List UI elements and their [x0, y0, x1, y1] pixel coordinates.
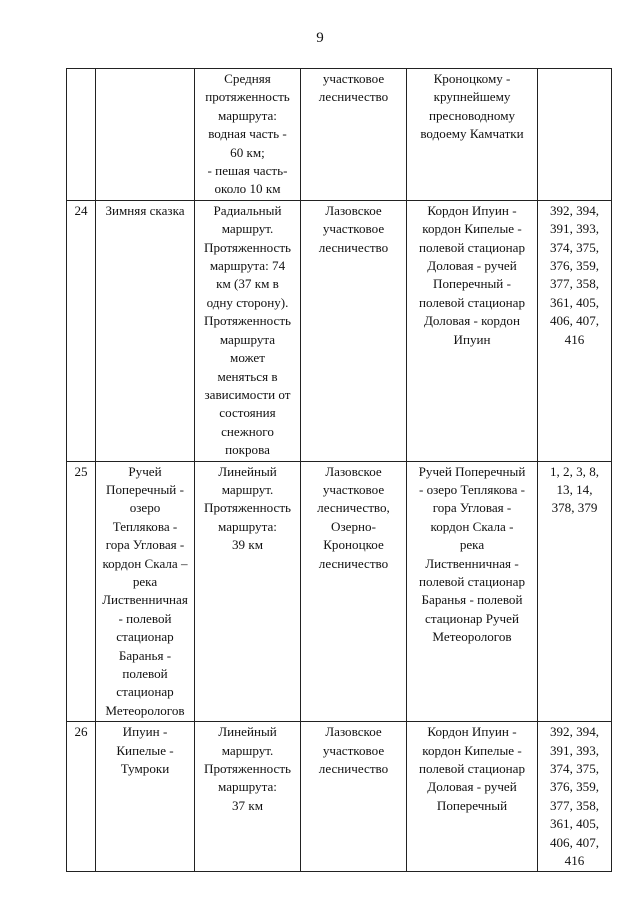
cell-line: лесничество — [318, 239, 389, 255]
cell-line: Протяженность — [203, 761, 292, 777]
cell-line: Лазовское — [325, 202, 382, 218]
cell-line: - полевой — [118, 610, 172, 626]
cell-line: 60 км; — [230, 144, 265, 160]
cell-line: полевой стационар — [418, 239, 526, 255]
cell-line: 374, 375, — [549, 239, 600, 255]
cell-line: полевой стационар — [418, 761, 526, 777]
cell-line: Протяженность — [203, 313, 292, 329]
cell-line: зависимости от — [204, 386, 291, 402]
cell-forestry — [301, 461, 407, 722]
cell-line: Лазовское — [325, 724, 382, 740]
cell-line: участковое — [322, 71, 385, 86]
cell-line: Баранья - полевой — [421, 592, 523, 608]
cell-line: крупнейшему — [433, 89, 511, 105]
cell-line: кордон Кипелые - — [422, 221, 522, 237]
cell-line: кордон Скала – — [102, 555, 188, 571]
cell-line: маршрут. — [221, 221, 274, 237]
cell-line: лесничество — [318, 761, 389, 777]
cell-line: 1, 2, 3, 8, — [549, 463, 600, 479]
cell-line: - озеро Теплякова - — [418, 481, 526, 497]
cell-line: река — [132, 573, 158, 589]
cell-line: лесничество — [318, 555, 389, 571]
cell-line: Баранья - — [118, 647, 172, 663]
cell-line: Теплякова - — [112, 518, 178, 534]
cell-line: 13, 14, — [556, 481, 593, 497]
cell-line: Протяженность — [203, 239, 292, 255]
cell-line: Доловая - ручей — [427, 779, 517, 795]
cell-line: Кипелые - — [116, 742, 174, 758]
cell-line: 391, 393, — [549, 742, 600, 758]
cell-route-name — [96, 200, 195, 461]
cell-line: маршрута — [219, 331, 276, 347]
cell-route-name — [96, 461, 195, 722]
cell-line: 376, 359, — [549, 258, 600, 274]
cell-line: лесничество — [318, 89, 389, 105]
cell-line: 374, 375, — [549, 761, 600, 777]
page-number: 9 — [316, 30, 324, 46]
cell-line: Лиственничная - — [425, 555, 519, 571]
cell-line: стационар — [116, 684, 174, 700]
cell-line: водоему Камчатки — [420, 126, 524, 142]
cell-line: Доловая - кордон — [424, 313, 520, 329]
cell-line: Поперечный - — [433, 276, 511, 292]
cell-line: может — [230, 350, 265, 366]
cell-quarters — [538, 69, 612, 201]
cell-line: Лазовское — [325, 463, 382, 479]
cell-route-type — [195, 461, 301, 722]
cell-line: 392, 394, — [549, 202, 600, 218]
cell-line: Радиальный — [213, 202, 282, 218]
cell-line: участковое — [322, 221, 385, 237]
cell-line: маршрута: — [218, 518, 277, 534]
cell-number: 26 — [67, 722, 96, 872]
cell-line: гора Угловая - — [432, 500, 512, 516]
cell-line: 392, 394, — [549, 724, 600, 740]
cell-line: км (37 км в — [216, 276, 279, 292]
cell-line: озеро — [129, 500, 161, 516]
cell-forestry — [301, 200, 407, 461]
table-row — [67, 200, 612, 461]
cell-line: Линейный — [218, 463, 277, 479]
cell-quarters — [538, 200, 612, 461]
cell-line: снежного — [221, 423, 274, 439]
table-row — [67, 722, 612, 872]
cell-route-points — [407, 200, 538, 461]
cell-line: одну сторону). — [206, 294, 289, 310]
cell-line: полевой стационар — [418, 573, 526, 589]
cell-line: 406, 407, — [549, 313, 600, 329]
cell-line: Доловая - ручей — [427, 258, 517, 274]
cell-route-type — [195, 722, 301, 872]
cell-route-points — [407, 461, 538, 722]
cell-line: полевой — [122, 666, 168, 681]
cell-line: Кордон Ипуин - — [427, 202, 517, 218]
cell-line: кордон Кипелые - — [422, 742, 522, 758]
cell-line: река — [459, 537, 485, 553]
cell-line: Зимняя сказка — [105, 202, 185, 218]
cell-line: Кордон Ипуин - — [427, 724, 517, 740]
cell-quarters — [538, 722, 612, 872]
cell-line: стационар Ручей — [425, 610, 519, 626]
cell-number: 24 — [67, 200, 96, 461]
cell-line: Ручей — [128, 463, 162, 479]
cell-number: 25 — [67, 461, 96, 722]
cell-forestry — [301, 69, 407, 201]
cell-line: - пешая часть- — [207, 163, 288, 179]
cell-line: гора Угловая - — [105, 537, 185, 553]
cell-line: 416 — [564, 331, 585, 347]
cell-route-points — [407, 722, 538, 872]
cell-line: Поперечный - — [106, 481, 184, 497]
cell-line: Озерно- — [331, 518, 376, 534]
cell-line: Средняя — [224, 71, 271, 86]
cell-line: Кроноцкому - — [433, 71, 511, 86]
cell-line: стационар — [116, 629, 174, 645]
cell-line: 39 км — [231, 537, 263, 553]
cell-route-type — [195, 200, 301, 461]
cell-line: 416 — [564, 853, 585, 869]
cell-line: 377, 358, — [549, 276, 600, 292]
cell-line: Ипуин - — [122, 724, 168, 740]
cell-route-type — [195, 69, 301, 201]
cell-line: Лиственничная — [102, 592, 188, 608]
cell-line: водная часть - — [208, 126, 287, 142]
cell-line: Кроноцкое — [323, 537, 384, 553]
cell-line: 37 км — [231, 797, 263, 813]
cell-route-name — [96, 69, 195, 201]
cell-line: состояния — [219, 405, 276, 421]
cell-line: меняться в — [217, 368, 278, 384]
cell-line: Ипуин — [453, 331, 491, 347]
cell-line: лесничество, — [317, 500, 390, 516]
cell-line: 361, 405, — [549, 294, 600, 310]
cell-line: 391, 393, — [549, 221, 600, 237]
table-row — [67, 461, 612, 722]
cell-line: протяженность — [205, 89, 290, 105]
cell-forestry — [301, 722, 407, 872]
cell-line: маршрута: — [218, 107, 277, 123]
cell-line: кордон Скала - — [430, 518, 514, 534]
cell-line: маршрута: 74 — [209, 258, 286, 274]
cell-line: покрова — [225, 442, 270, 458]
cell-line: 377, 358, — [549, 797, 600, 813]
cell-line: участковое — [322, 742, 385, 758]
cell-line: Поперечный — [436, 797, 508, 813]
cell-line: около 10 км — [214, 181, 281, 197]
cell-line: Протяженность — [203, 500, 292, 516]
cell-line: участковое — [322, 481, 385, 497]
cell-number — [67, 69, 96, 201]
cell-line: 361, 405, — [549, 816, 600, 832]
cell-line: маршрут. — [221, 742, 274, 758]
cell-line: Ручей Поперечный — [418, 463, 526, 479]
table-row — [67, 69, 612, 201]
cell-line: маршрут. — [221, 481, 274, 497]
cell-quarters — [538, 461, 612, 722]
cell-route-points — [407, 69, 538, 201]
cell-line: Линейный — [218, 724, 277, 740]
cell-line: Метеорологов — [432, 629, 512, 645]
cell-line: 406, 407, — [549, 834, 600, 850]
cell-line: 376, 359, — [549, 779, 600, 795]
routes-table — [66, 68, 612, 872]
cell-line: пресноводному — [428, 107, 516, 123]
cell-line: полевой стационар — [418, 294, 526, 310]
cell-line: Тумроки — [120, 761, 170, 777]
cell-line: Метеорологов — [105, 702, 185, 718]
cell-line: маршрута: — [218, 779, 277, 795]
cell-route-name — [96, 722, 195, 872]
cell-line: 378, 379 — [551, 500, 598, 516]
